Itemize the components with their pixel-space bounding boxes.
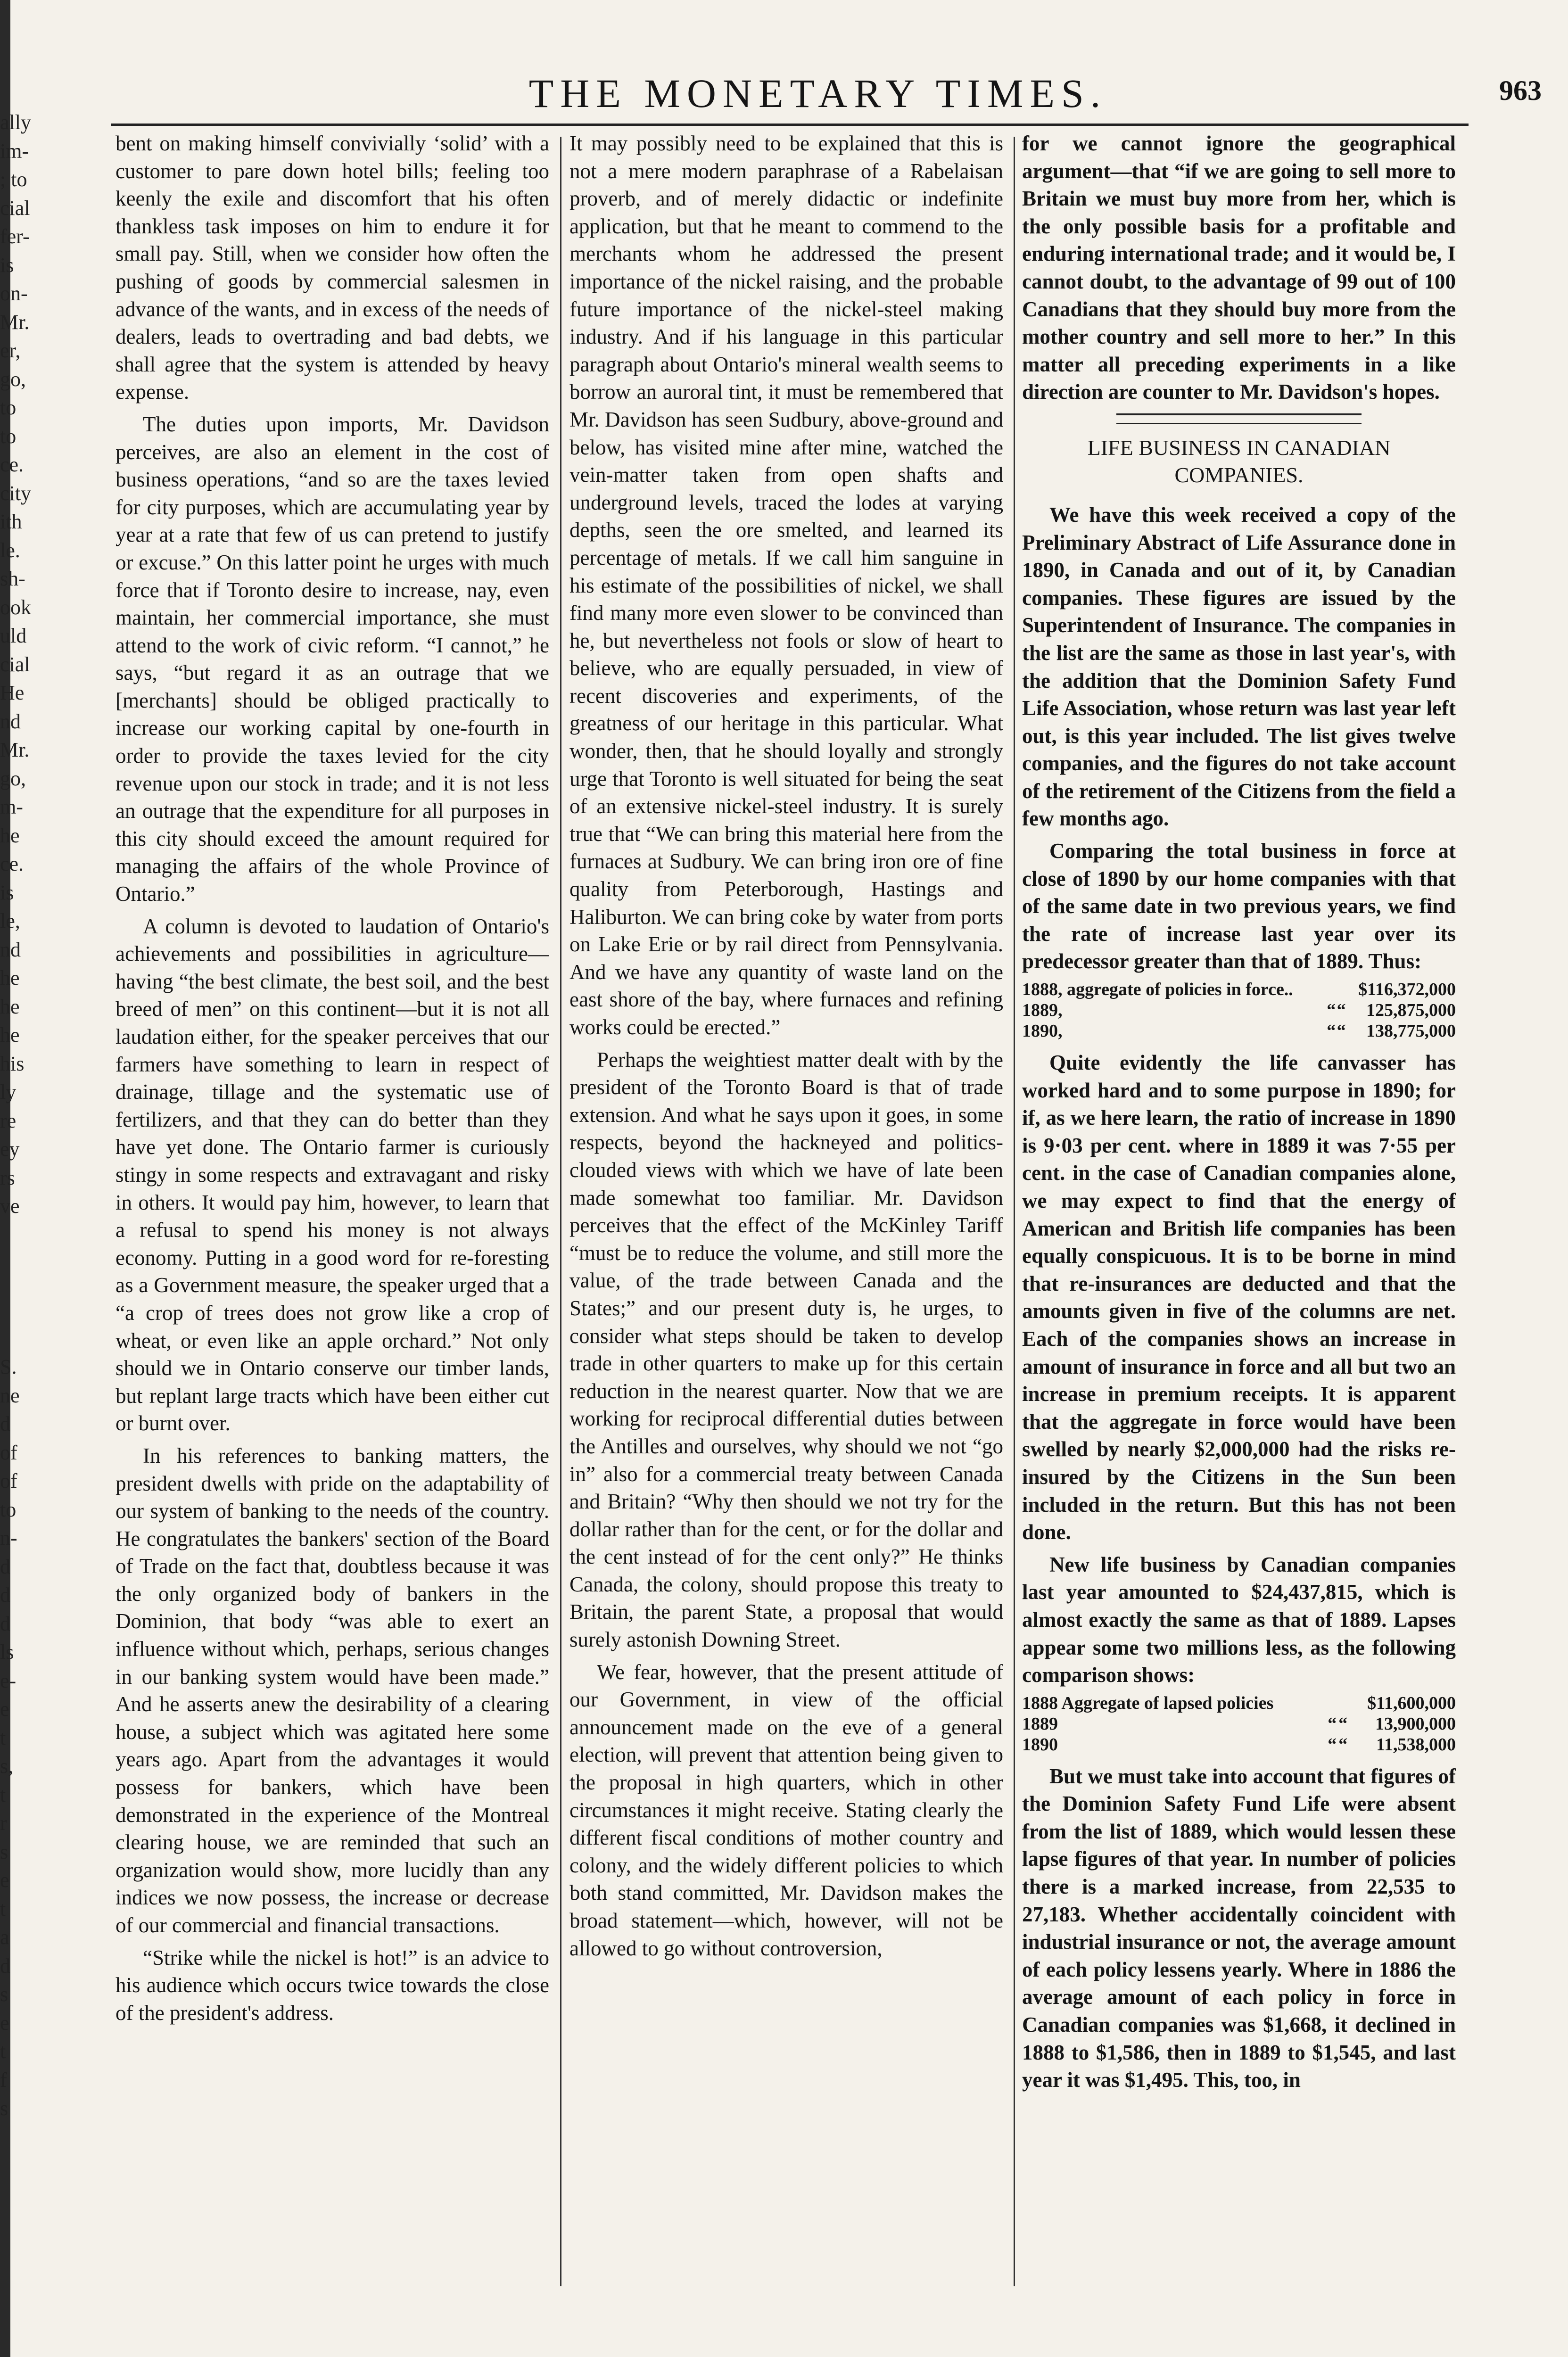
paragraph: New life business by Canadian companies last year amounted to $24,437,815, which is almost exactly the same as that of 1889. Lapses appear some two millions less, as the following comparison shows: — [1022, 1552, 1456, 1687]
edge-fragment: S. — [0, 1355, 17, 1378]
table-cell-d2: “ — [1338, 1734, 1348, 1755]
section-heading: LIFE BUSINESS IN CANADIAN COMPANIES. — [1087, 435, 1391, 487]
table-cell-label: 1889, — [1022, 1000, 1063, 1021]
paragraph: But we must take into account that figures of the Dominion Safety Fund Life were absent from the list of 1889, which would lessen these lapse figures of that year. In number of policies there is a marked increase, from 22,535 to 27,183. Whether accidentally coincident with industrial insurance or not, the average amount of each policy lessens yearly. Where in 1886 the average amount of each policy in force in Canadian companies was $1,668, it declined in 1888 to $1,586, then in 1889 to $1,545, and last year it was $1,495. This, too, in — [1022, 1764, 1456, 2092]
edge-fragment: a — [0, 1926, 9, 1949]
edge-fragment: s — [0, 1840, 8, 1863]
table-cell-d1: “ — [1328, 1734, 1337, 1755]
paragraph: The duties upon imports, Mr. Davidson perceives, are also an element in the cost of business operations, “and so are the taxes levied for city purposes, which are accumulating year by year at a rate that few of us can pretend to justify or excuse.” On this latter point he urges with much force that if Toronto desire to increase, nay, even maintain, her commercial importance, she must attend to the work of civic reform. “I cannot,” he says, “but regard it as an outrage that we [merchants] should be obliged practically to increase our working capital by one-fourth in order to provide the taxes levied for the city revenue upon our stock in trade; and it is not less an outrage that the expenditure for all purposes in this city should exceed the amount required for managing the affairs of the whole Province of Ontario.” — [116, 412, 549, 906]
edge-fragment: e- — [0, 1669, 17, 1692]
edge-fragment: ls — [0, 1640, 14, 1664]
edge-fragment: er, — [0, 339, 21, 362]
table-cell-d2: “ — [1337, 1000, 1346, 1021]
paragraph: A column is devoted to laudation of Ontario's achievements and possibilities in agriculture—having “the best climate, the best soil, and the best breed of men” on this continent—but it is not all laudation either, for the speaker perceives that our farmers have something to learn in respect of drainage, tillage and the systematic use of fertilizers, and that they can do better than they have yet done. The Ontario farmer is curiously stingy in some respects and extravagant and risky in others. It would pay him, however, to learn that a refusal to spend his money is not always economy. Putting in a good word for re-foresting as a Government measure, the speaker urged that a “a crop of trees does not grow like a crop of wheat, or even like an apple orchard.” Not only should we in Ontario conserve our timber lands, but replant large tracts which have been either cut or burnt over. — [116, 914, 549, 1435]
edge-fragment: s, — [0, 1755, 14, 1778]
table-cell-d2 — [1336, 979, 1346, 1000]
table-cell-d2 — [1337, 1693, 1348, 1714]
table-cell-value: $116,372,000 — [1358, 980, 1456, 1000]
edge-fragment: rs — [0, 1166, 15, 1189]
paragraph: We have this week received a copy of the Preliminary Abstract of Life Assurance done in 1890, in Canada and out of it, by Canadian companies. These figures are issued by the Superintendent of Insurance. The companies in the list are the same as those in last year's, with the addition that the Dominion Safety Fund Life Association, whose return was last year left out, is this year included. The list gives twelve companies, and the figures do not take account of the retirement of the Citizens from the field a few months ago. — [1022, 503, 1456, 831]
paragraph: It may possibly need to be explained that this is not a mere modern paraphrase of a Rabelaisan proverb, and of merely didactic or indefinite application, but that he meant to commend to the merchants whom he addressed the present importance of the nickel raising, and the probable future importance of the nickel-steel making industry. And if his language in this particular paragraph about Ontario's mineral wealth seems to borrow an auroral tint, it must be remembered that Mr. Davidson has seen Sudbury, above-ground and below, has visited mine after mine, watched the vein-matter taken from open shafts and underground levels, traced the lodes at varying depths, seen the ore smelted, and learned its percentage of metals. If we call him sanguine in his estimate of the possibilities of nickel, we shall find many more even slower to be convinced than he, but nevertheless not fools or slow of heart to believe, who are equally persuaded, in view of recent discoveries and experiments, of the greatness of our heritage in this particular. What wonder, then, that he should loyally and strongly urge that Toronto is well situated for being the seat of an extensive nickel-steel industry. It is surely true that “We can bring this material here from the furnaces at Sudbury. We can bring iron ore of fine quality from Peterborough, Hastings and Haliburton. We can bring coke by water from ports on Lake Erie or by rail direct from Pennsylvania. And we have any quantity of waste land on the east shore of the bay, where furnaces and refining works could be erected.” — [569, 132, 1003, 1039]
edge-fragment: He — [0, 681, 25, 704]
edge-fragment: to — [0, 396, 17, 419]
edge-fragment: Mr. — [0, 738, 30, 761]
edge-fragment: ey — [0, 1137, 20, 1161]
section-rule — [1116, 423, 1362, 424]
edge-fragment: s — [0, 2097, 8, 2120]
edge-fragment: fer- — [0, 225, 30, 248]
edge-fragment: ly — [0, 1080, 17, 1104]
edge-fragment: ith — [0, 510, 22, 533]
column-divider — [1014, 137, 1015, 2286]
paragraph: We fear, however, that the present attitude of our Government, in view of the official announcement made on the eve of a general election, will prevent that attention being given to the proposal in high quarters, which in other circumstances it might receive. Stating clearly the different fiscal conditions of mother country and colony, and the widely different policies to which both stand committed, Mr. Davidson makes the broad statement—which, however, will not be allowed to go without controversion, — [569, 1660, 1003, 1960]
header-rule — [111, 124, 1469, 126]
table-cell-value: $11,600,000 — [1367, 1693, 1456, 1713]
table-cell-d1: “ — [1327, 1021, 1336, 1041]
edge-fragment: to — [0, 1498, 17, 1521]
edge-fragment: he — [0, 966, 20, 989]
edge-fragment: d — [0, 1612, 10, 1635]
paragraph: for we cannot ignore the geographical argument—that “if we are going to sell more to Britain we must buy more from her, which is the only possible basis for a profitable and enduring international trade; and it would be, I cannot doubt, to the advantage of 99 out of 100 Canadians that they should buy more from the mother country and sell more to her.” In this matter all preceding experiments in a like direction are counter to Mr. Davidson's hopes. — [1022, 132, 1456, 404]
edge-fragment: d — [0, 1583, 10, 1607]
edge-fragment: ce. — [0, 852, 24, 875]
edge-fragment: s — [0, 1983, 8, 2006]
edge-fragment: d — [0, 1412, 10, 1435]
edge-fragment: im- — [0, 139, 29, 163]
edge-fragment: e — [0, 2011, 9, 2035]
edge-fragment: to — [0, 424, 17, 448]
edge-fragment: he — [0, 1023, 20, 1047]
edge-fragment: go, — [0, 766, 26, 790]
edge-fragment: nd — [0, 938, 21, 961]
table-cell-label: 1890, — [1022, 1021, 1063, 1041]
paragraph: Quite evidently the life canvasser has worked hard and to some purpose in 1890; for if, as we here learn, the ratio of increase in 1890 is 9·03 per cent. where in 1889 it was 7·55 per cent. in the case of Canadian companies alone, we may expect to find that the energy of American and British life companies has been equally conspicuous. It is to be borne in mind that re-insurances are deducted and that the amounts given in five of the columns are net. Each of the companies shows an increase in amount of insurance in force and all but two an increase in premium receipts. It is apparent that the aggregate in force would have been swelled by nearly $2,000,000 had the risks re-insured by the Citizens in the Sun been included in the return. But this has not been done. — [1022, 1051, 1456, 1544]
edge-fragment: he — [0, 995, 20, 1018]
edge-fragment: d — [0, 1954, 10, 1978]
edge-fragment: le. — [0, 538, 20, 562]
table-cell-value: 125,875,000 — [1366, 1000, 1456, 1021]
table-row — [1022, 979, 1456, 1000]
table-row — [1022, 1714, 1456, 1734]
table-cell-value: 11,538,000 — [1376, 1734, 1456, 1755]
table-cell-value: 138,775,000 — [1366, 1021, 1456, 1041]
publication-title: THE MONETARY TIMES. — [528, 71, 1107, 116]
edge-fragment: cial — [0, 652, 30, 676]
edge-fragment: m- — [0, 795, 23, 818]
lapsed-policies-table — [1022, 1693, 1456, 1755]
column-left — [116, 130, 549, 2286]
adjacent-page-edge-upper — [0, 108, 31, 1334]
edge-fragment: ally — [0, 111, 31, 134]
table-cell-label: 1888, aggregate of policies in force.. — [1022, 980, 1293, 1000]
edge-fragment: t — [0, 1726, 6, 1749]
table-cell-d1 — [1327, 1693, 1337, 1714]
edge-fragment: go, — [0, 367, 26, 391]
paragraph: bent on making himself convivially ‘solid’ with a customer to pare down hotel bills; feeling too keenly the exile and discomfort that his often thankless task imposes on him to endure it for small pay. Still, when we consider how often the pushing of goods by commercial salesmen in advance of the wants, and in excess of the needs of dealers, leads to overtrading and bad debts, we shall agree that the system is attended by heavy expense. — [116, 132, 549, 404]
page-header — [85, 70, 1551, 122]
adjacent-page-edge-lower — [0, 1353, 28, 2296]
edge-fragment: e — [0, 1869, 9, 1892]
edge-fragment: on- — [0, 282, 28, 305]
edge-fragment: le, — [0, 909, 20, 932]
paragraph: Comparing the total business in force at close of 1890 by our home companies with that of the same date in two previous years, we find the rate of increase last year over its predecessor greater than that of 1889. Thus: — [1022, 839, 1456, 973]
edge-fragment: he — [0, 824, 20, 847]
edge-fragment: uld — [0, 624, 27, 647]
table-cell-d1 — [1326, 979, 1336, 1000]
edge-fragment: is — [0, 253, 14, 277]
edge-fragment: of — [0, 1441, 17, 1464]
edge-fragment: Mr. — [0, 310, 30, 334]
column-divider — [560, 137, 561, 2286]
edge-fragment: e — [0, 1698, 9, 1721]
edge-fragment: his — [0, 1052, 25, 1075]
section-rule — [1116, 413, 1362, 415]
paragraph: In his references to banking matters, the president dwells with pride on the adaptability of our system of banking to the needs of the country. He congratulates the bankers' section of the Board of Trade on the fact that, doubtless because it was the only organized body of bankers in the Dominion, that body “was able to exert an influence without which, perhaps, serious changes in our banking system would have been made.” And he asserts anew the desirability of a clearing house, a subject which was agitated here some years ago. Apart from the advantages it would possess for bankers, which have been demonstrated in the experience of the Montreal clearing house, we are reminded that such an organization would show, more lucidly than any indices we now possess, the increase or decrease of our commercial and financial transactions. — [116, 1443, 549, 1937]
edge-fragment: n- — [0, 1526, 17, 1549]
table-row — [1022, 1000, 1456, 1021]
paragraph: Perhaps the weightiest matter dealt with by the president of the Toronto Board is that of trade extension. And what he says upon it goes, in some respects, beyond the hackneyed and politics-clouded views with which we have of late been made somewhat too familiar. Mr. Davidson perceives that the effect of the McKinley Tariff “must be to reduce the volume, and still more the value, of the trade between Canada and the States;” and our present duty is, he urges, to consider what steps should be taken to develop trade in other quarters to make up for this certain reduction in the nearest quarter. Now that we are working for reciprocal differential duties between the Antilles and ourselves, why should we not “go in” also for a commercial treaty between Canada and Britain? “Why then should we not try for the dollar rather than for the cent, or for the dollar and the cent instead of for the cent only?” He thinks Canada, the colony, should propose this treaty to Britain, the parent State, a proposal that would surely astonish Downing Street. — [569, 1047, 1003, 1652]
edge-fragment: ve — [0, 1195, 20, 1218]
edge-fragment: d — [0, 1555, 10, 1578]
table-cell-value: 13,900,000 — [1375, 1714, 1456, 1734]
table-cell-d1: “ — [1328, 1714, 1337, 1734]
edge-fragment: ook — [0, 595, 31, 619]
column-middle — [569, 130, 1003, 2286]
table-row — [1022, 1021, 1456, 1041]
edge-fragment: nd — [0, 709, 21, 733]
column-right — [1022, 130, 1456, 2286]
table-cell-d2: “ — [1337, 1021, 1346, 1041]
table-cell-label: 1889 — [1022, 1714, 1058, 1734]
edge-fragment: ce. — [0, 453, 24, 476]
edge-fragment: ; to — [0, 168, 27, 191]
edge-fragment: city — [0, 481, 31, 505]
edge-fragment: sh- — [0, 567, 25, 590]
policies-in-force-table — [1022, 979, 1456, 1041]
paragraph: “Strike while the nickel is hot!” is an advice to his audience which occurs twice towards the close of the president's address. — [116, 1945, 549, 2025]
edge-fragment: is — [0, 881, 14, 904]
edge-fragment: t — [0, 2040, 6, 2063]
page-number: 963 — [1499, 75, 1542, 106]
edge-fragment: of — [0, 1469, 17, 1492]
edge-fragment: ne — [0, 1384, 20, 1407]
edge-fragment: t — [0, 1783, 6, 1806]
table-row — [1022, 1734, 1456, 1755]
table-cell-d2: “ — [1338, 1714, 1348, 1734]
edge-fragment: re — [0, 1109, 17, 1132]
table-row — [1022, 1693, 1456, 1714]
table-cell-label: 1888 Aggregate of lapsed policies — [1022, 1693, 1274, 1713]
edge-fragment: f — [0, 2068, 7, 2092]
table-cell-d1: “ — [1327, 1000, 1336, 1021]
edge-fragment: r — [0, 1812, 7, 1835]
edge-fragment: cial — [0, 196, 30, 220]
edge-fragment: t — [0, 1897, 6, 1920]
table-cell-label: 1890 — [1022, 1734, 1058, 1755]
